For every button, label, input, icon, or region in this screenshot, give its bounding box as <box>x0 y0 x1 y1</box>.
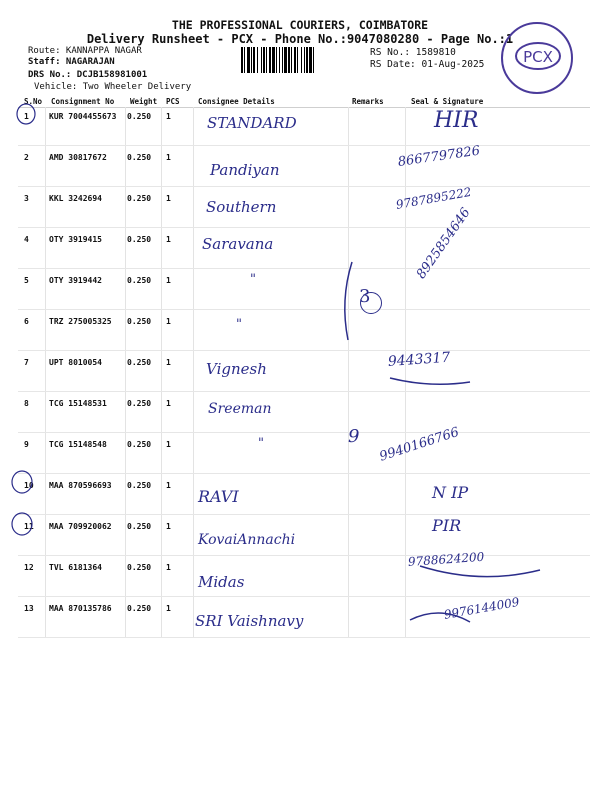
row-weight: 0.250 <box>127 604 152 613</box>
row-signature: 8925854646 <box>413 205 474 282</box>
col-consignee: Consignee Details <box>198 97 275 106</box>
barcode-bar <box>279 47 280 73</box>
row-weight: 0.250 <box>127 112 152 121</box>
row-consignee-handwriting: Southern <box>206 198 277 216</box>
row-sno: 13 <box>24 604 34 613</box>
row-consignment-no: TRZ 275005325 <box>49 317 112 326</box>
row-divider <box>18 391 590 392</box>
row-weight: 0.250 <box>127 235 152 244</box>
row-pcs: 1 <box>166 317 171 326</box>
col-weight: Weight <box>130 97 158 106</box>
stamp-text: PCX <box>523 48 553 66</box>
barcode-bar <box>253 47 255 73</box>
barcode-bar <box>282 47 283 73</box>
row-weight: 0.250 <box>127 481 152 490</box>
row-pcs: 1 <box>166 112 171 121</box>
col-signature: Seal & Signature <box>411 97 484 106</box>
barcode-bar <box>284 47 287 73</box>
row-consignment-no: TCG 15148548 <box>49 440 107 449</box>
row-consignment-no: UPT 8010054 <box>49 358 102 367</box>
scribble-mark <box>390 378 470 384</box>
vehicle-label: Vehicle: Two Wheeler Delivery <box>34 82 192 92</box>
row-signature: 8667797826 <box>396 143 481 170</box>
header-rule <box>18 107 590 108</box>
row-consignee-handwriting: Midas <box>198 573 245 591</box>
row-divider <box>18 227 590 228</box>
barcode-bar <box>266 47 267 73</box>
row-weight: 0.250 <box>127 522 152 531</box>
row-consignment-no: TCG 15148531 <box>49 399 107 408</box>
barcode-bar <box>304 47 305 73</box>
row-weight: 0.250 <box>127 276 152 285</box>
barcode-bar <box>247 47 250 73</box>
row-consignment-no: KUR 7004455673 <box>49 112 117 121</box>
barcode-bar <box>297 47 298 73</box>
row-sno: 10 <box>24 481 34 490</box>
barcode-bar <box>301 47 302 73</box>
row-signature: 9443317 <box>387 349 451 370</box>
row-weight: 0.250 <box>127 399 152 408</box>
col-consignment: Consignment No <box>51 97 115 106</box>
runsheet-subtitle: Delivery Runsheet - PCX - Phone No.:9047080280 - Page No.:1 <box>86 32 514 46</box>
row-consignment-no: MAA 870135786 <box>49 604 112 613</box>
route-label: Route: KANNAPPA NAGAR <box>28 46 142 56</box>
row-sno: 11 <box>24 522 34 531</box>
col-pcs: PCS <box>166 97 180 106</box>
row-consignee-handwriting: Sreeman <box>208 401 272 417</box>
row-pcs: 1 <box>166 481 171 490</box>
row-pcs: 1 <box>166 153 171 162</box>
col-remarks: Remarks <box>352 97 384 106</box>
barcode-bar <box>313 47 314 73</box>
row-sno: 8 <box>24 399 29 408</box>
row-signature: PIR <box>432 516 462 535</box>
row-signature: 9788624200 <box>407 549 485 569</box>
row-divider <box>18 514 590 515</box>
barcode-bar <box>306 47 308 73</box>
row-consignment-no: TVL 6181364 <box>49 563 102 572</box>
document-title: THE PROFESSIONAL COURIERS, COIMBATORE <box>171 18 429 32</box>
remarks-handwriting: 9 <box>348 426 360 447</box>
row-pcs: 1 <box>166 399 171 408</box>
barcode-bar <box>288 47 290 73</box>
barcode-bar <box>272 47 275 73</box>
row-weight: 0.250 <box>127 194 152 203</box>
row-weight: 0.250 <box>127 153 152 162</box>
row-weight: 0.250 <box>127 440 152 449</box>
barcode-bar <box>251 47 252 73</box>
row-divider <box>18 145 590 146</box>
barcode-bar <box>294 47 296 73</box>
row-divider <box>18 637 590 638</box>
row-consignee-handwriting: Saravana <box>202 235 274 253</box>
barcode-bar <box>241 47 243 73</box>
circle-mark <box>360 292 382 314</box>
staff-label: Staff: NAGARAJAN <box>28 57 115 67</box>
barcode-bar <box>263 47 265 73</box>
col-sno: S.No <box>24 97 43 106</box>
barcode-image <box>241 47 363 73</box>
row-sno: 6 <box>24 317 29 326</box>
row-sno: 2 <box>24 153 29 162</box>
row-signature: HIR <box>434 108 479 133</box>
row-consignment-no: KKL 3242694 <box>49 194 102 203</box>
row-consignee-handwriting: " <box>258 436 264 451</box>
row-sno: 1 <box>24 112 29 121</box>
row-sno: 3 <box>24 194 29 203</box>
row-sno: 5 <box>24 276 29 285</box>
row-consignee-handwriting: " <box>236 317 242 332</box>
row-pcs: 1 <box>166 235 171 244</box>
row-consignment-no: OTY 3919415 <box>49 235 102 244</box>
row-consignment-no: MAA 709920062 <box>49 522 112 531</box>
row-divider <box>18 186 590 187</box>
barcode-bar <box>276 47 277 73</box>
row-consignment-no: OTY 3919442 <box>49 276 102 285</box>
row-weight: 0.250 <box>127 563 152 572</box>
barcode-bar <box>244 47 245 73</box>
row-signature: 9976144009 <box>442 594 521 622</box>
row-weight: 0.250 <box>127 317 152 326</box>
row-sno: 4 <box>24 235 29 244</box>
row-pcs: 1 <box>166 440 171 449</box>
row-consignee-handwriting: Pandiyan <box>210 161 280 179</box>
row-divider <box>18 309 590 310</box>
row-consignee-handwriting: RAVI <box>198 487 239 506</box>
barcode-bar <box>269 47 271 73</box>
row-pcs: 1 <box>166 276 171 285</box>
row-signature: 9787895222 <box>394 184 473 212</box>
row-consignee-handwriting: STANDARD <box>207 114 297 132</box>
scribble-mark <box>420 566 540 577</box>
row-divider <box>18 555 590 556</box>
row-pcs: 1 <box>166 604 171 613</box>
row-consignment-no: MAA 870596693 <box>49 481 112 490</box>
row-divider <box>18 473 590 474</box>
row-weight: 0.250 <box>127 358 152 367</box>
row-divider <box>18 268 590 269</box>
row-pcs: 1 <box>166 522 171 531</box>
row-pcs: 1 <box>166 563 171 572</box>
row-pcs: 1 <box>166 358 171 367</box>
rs-date: RS Date: 01-Aug-2025 <box>370 59 485 70</box>
barcode-bar <box>257 47 258 73</box>
row-signature: 9940166766 <box>377 424 461 465</box>
row-consignee-handwriting: SRI Vaishnavy <box>195 612 304 630</box>
drs-number: DRS No.: DCJB158981001 <box>28 70 148 80</box>
row-signature: N IP <box>432 483 469 502</box>
row-divider <box>18 350 590 351</box>
barcode-bar <box>291 47 292 73</box>
pcx-stamp <box>497 20 577 100</box>
row-consignee-handwriting: " <box>250 272 256 287</box>
barcode-bar <box>309 47 312 73</box>
row-consignee-handwriting: KovaiAnnachi <box>198 532 296 548</box>
barcode-bar <box>261 47 262 73</box>
remarks-handwriting: 3 <box>359 286 371 307</box>
row-sno: 12 <box>24 563 34 572</box>
row-sno: 7 <box>24 358 29 367</box>
row-sno: 9 <box>24 440 29 449</box>
row-divider <box>18 432 590 433</box>
row-consignee-handwriting: Vignesh <box>206 360 267 378</box>
row-pcs: 1 <box>166 194 171 203</box>
rs-number: RS No.: 1589810 <box>370 47 456 58</box>
row-consignment-no: AMD 30817672 <box>49 153 107 162</box>
